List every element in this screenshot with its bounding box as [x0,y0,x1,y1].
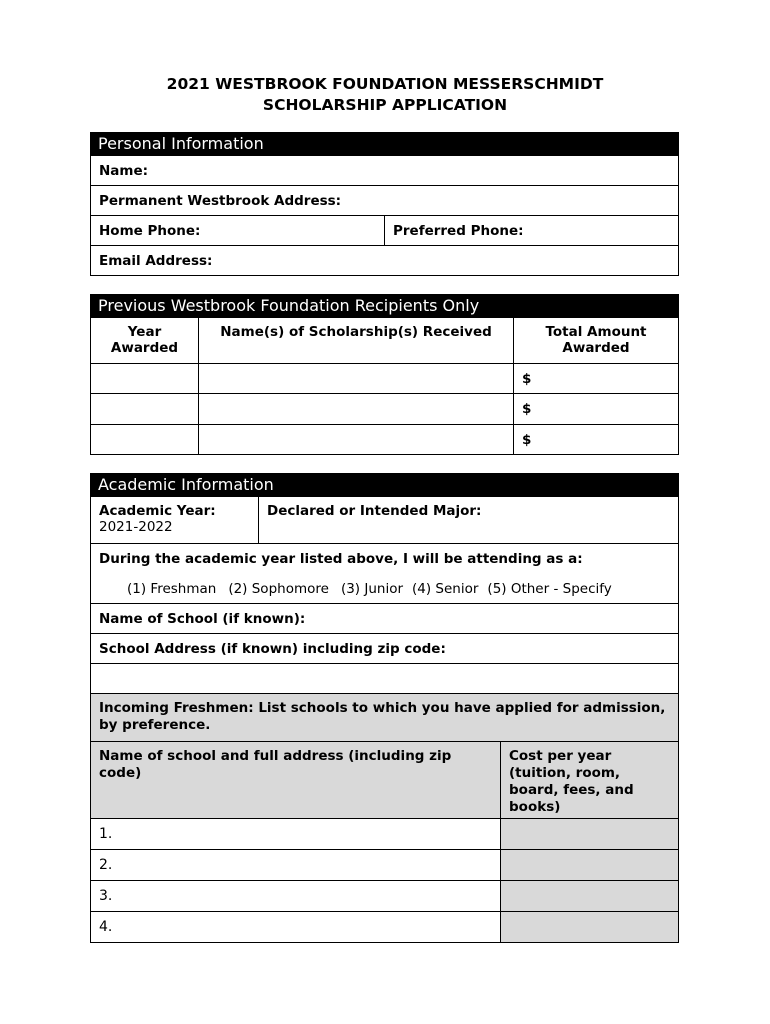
preferred-phone-field[interactable] [384,216,678,245]
school-entry-cell[interactable]: 2. [99,857,113,873]
school-entry-cell[interactable]: 3. [99,888,113,904]
col-scholarship-name: Name(s) of Scholarship(s) Received [198,318,513,363]
home-phone-label: Home Phone: [99,222,201,239]
personal-information-header: Personal Information [90,132,679,156]
freshmen-instructions: Incoming Freshmen: List schools to which you have applied for admission, by preference. [99,700,666,733]
academic-information-section [90,473,679,943]
table-row [90,364,679,394]
col-year-awarded: Year Awarded [110,324,179,356]
scholarship-name-cell[interactable] [198,394,513,424]
email-row[interactable] [90,246,679,276]
academic-year-field[interactable] [91,497,258,543]
table-row [90,881,679,912]
amount-cell[interactable]: $ [513,364,678,393]
permanent-address-row[interactable] [90,186,679,216]
school-entry-cell[interactable]: 1. [99,826,113,842]
school-name-row[interactable] [90,604,679,634]
scholarship-name-cell[interactable] [198,425,513,454]
freshmen-instructions-row [90,694,679,742]
table-row [90,850,679,881]
cost-entry-cell[interactable] [500,850,678,880]
school-entry-cell[interactable]: 4. [99,919,113,935]
amount-cell[interactable]: $ [513,394,678,424]
academic-year-row [90,497,679,544]
name-label: Name: [99,162,149,179]
attending-label: During the academic year listed above, I will be attending as a: [99,551,583,567]
major-field[interactable] [258,497,678,543]
option-other[interactable]: (5) Other - Specify [487,580,612,597]
attending-row [90,544,679,604]
table-row [90,819,679,850]
col-school-name-address: Name of school and full address (including zip code) [91,742,500,818]
academic-year-value: 2021-2022 [99,519,173,535]
school-name-label: Name of School (if known): [99,610,306,627]
table-row [90,912,679,943]
previous-recipients-section [90,294,679,455]
table-row [90,425,679,455]
option-sophomore[interactable]: (2) Sophomore [228,580,329,597]
option-freshman[interactable]: (1) Freshman [127,580,217,597]
title-line-1: 2021 WESTBROOK FOUNDATION MESSERSCHMIDT [166,75,604,93]
email-label: Email Address: [99,252,213,269]
table-row [90,394,679,425]
class-options [91,574,678,603]
school-address-label: School Address (if known) including zip code: [99,640,446,657]
previous-table-header-row [90,318,679,364]
title-line-2: SCHOLARSHIP APPLICATION [262,96,508,114]
cost-entry-cell[interactable] [500,881,678,911]
document-title [0,74,770,116]
name-row[interactable] [90,156,679,186]
schools-header-row [90,742,679,819]
year-awarded-cell[interactable] [91,394,198,424]
year-awarded-cell[interactable] [91,364,198,393]
cost-entry-cell[interactable] [500,912,678,942]
permanent-address-label: Permanent Westbrook Address: [99,192,342,209]
home-phone-field[interactable] [91,216,384,245]
academic-year-label: Academic Year: [99,503,216,519]
year-awarded-cell[interactable] [91,425,198,454]
scholarship-name-cell[interactable] [198,364,513,393]
preferred-phone-label: Preferred Phone: [393,222,524,239]
col-cost-per-year: Cost per year (tuition, room, board, fees, and books) [500,742,678,818]
amount-cell[interactable]: $ [513,425,678,454]
phone-row [90,216,679,246]
col-total-amount: Total Amount Awarded [513,318,678,363]
major-label: Declared or Intended Major: [267,503,482,519]
school-address-row[interactable] [90,634,679,664]
personal-information-section [90,132,679,276]
option-junior[interactable]: (3) Junior [340,580,404,597]
academic-information-header: Academic Information [90,473,679,497]
cost-entry-cell[interactable] [500,819,678,849]
school-address-input-row[interactable] [90,664,679,694]
option-senior[interactable]: (4) Senior [412,580,479,597]
previous-recipients-header: Previous Westbrook Foundation Recipients Only [90,294,679,318]
